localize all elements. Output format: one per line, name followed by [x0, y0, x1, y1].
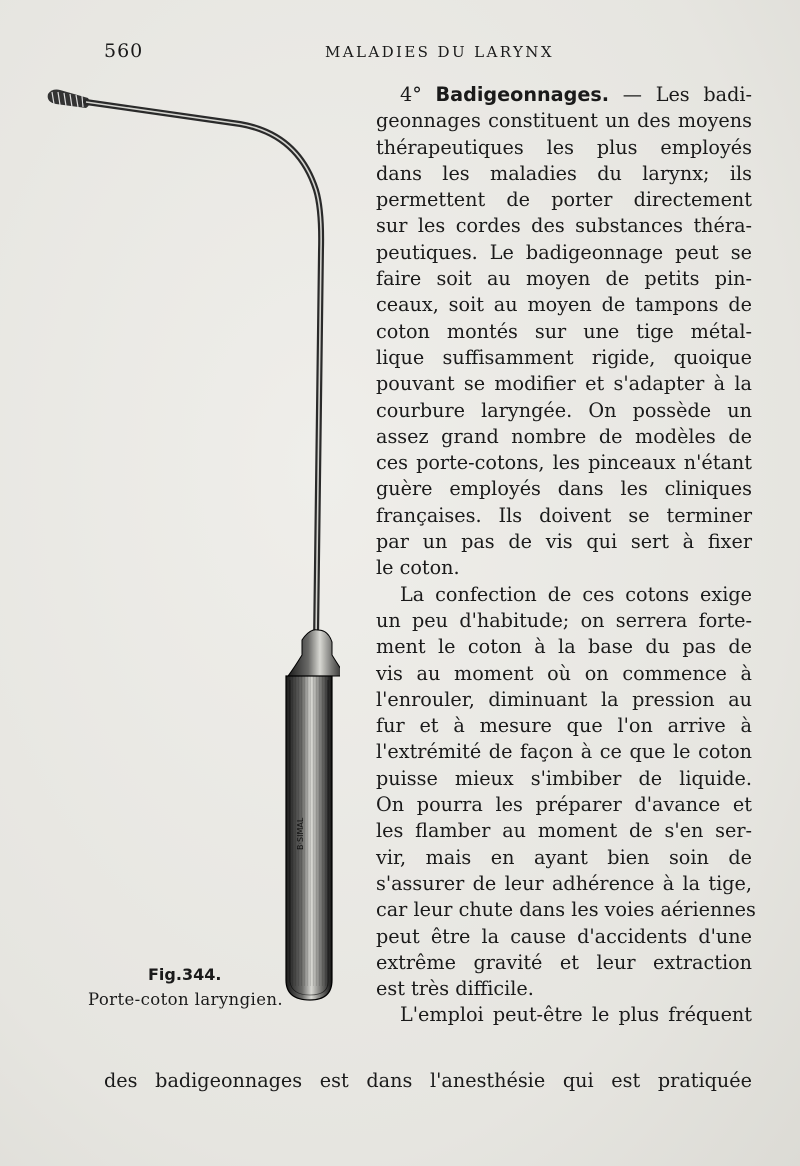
text-line: fur et à mesure que l'on arrive à	[376, 714, 752, 738]
text-line: vir, mais en ayant bien soin de	[376, 845, 752, 869]
text-line: coton montés sur une tige métal-	[376, 319, 752, 343]
text-line: par un pas de vis qui sert à fixer	[376, 530, 752, 554]
text-line: La confection de ces cotons exige	[400, 582, 752, 606]
text-line: est très difficile.	[376, 977, 534, 1001]
text-line: lique suffisamment rigide, quoique	[376, 345, 752, 369]
page-header	[0, 40, 800, 70]
text-line: assez grand nombre de modèles de	[376, 424, 752, 448]
section-heading-rest: — Les badi-	[622, 83, 752, 106]
text-line: vis au moment où on commence à	[376, 661, 752, 685]
text-line: permettent de porter directement	[376, 188, 752, 212]
text-line: car leur chute dans les voies aériennes	[376, 898, 756, 922]
text-line: L'emploi peut-être le plus fréquent	[400, 1003, 752, 1027]
text-line: faire soit au moyen de petits pin-	[376, 267, 752, 291]
text-line: un peu d'habitude; on serrera forte-	[376, 608, 752, 632]
figure-344	[40, 80, 340, 1010]
text-line: sur les cordes des substances théra-	[376, 214, 752, 238]
text-line: l'enrouler, diminuant la pression au	[376, 687, 752, 711]
text-line: ment le coton à la base du pas de	[376, 635, 752, 659]
figure-caption: Porte-coton laryngien.	[88, 990, 284, 1009]
figure-number: Fig.344.	[148, 965, 222, 984]
text-line: extrême gravité et leur extraction	[376, 950, 752, 974]
screw-thread-tip	[48, 90, 90, 109]
text-line: thérapeutiques les plus employés	[376, 135, 752, 159]
handle	[286, 676, 332, 1000]
text-column	[376, 82, 756, 1029]
text-line: le coton.	[376, 556, 460, 580]
text-line: peutiques. Le badigeonnage peut se	[376, 240, 752, 264]
text-line: puisse mieux s'imbiber de liquide.	[376, 766, 752, 790]
cotton-holder-illustration	[40, 80, 340, 1010]
text-line: ces porte-cotons, les pinceaux n'étant	[376, 451, 752, 475]
text-line: dans les maladies du larynx; ils	[376, 161, 752, 185]
running-title: MALADIES DU LARYNX	[325, 43, 554, 61]
text-line: les flamber au moment de s'en ser-	[376, 819, 752, 843]
text-line: courbure laryngée. On possède un	[376, 398, 752, 422]
text-line: pouvant se modifier et s'adapter à la	[376, 372, 752, 396]
engraver-signature: B·SIMAL	[296, 817, 305, 850]
text-line: ceaux, soit au moyen de tampons de	[376, 293, 752, 317]
text-line: s'assurer de leur adhérence à la tige,	[376, 871, 752, 895]
text-line: geonnages constituent un des moyens	[376, 109, 752, 133]
bent-rod	[86, 102, 321, 640]
section-title: Badigeonnages.	[435, 83, 610, 106]
section-number: 4°	[400, 83, 422, 106]
text-line: peut être la cause d'accidents d'une	[376, 924, 752, 948]
page-number: 560	[104, 40, 144, 62]
text-line-full-width: des badigeonnages est dans l'anesthésie qui est pratiquée	[104, 1069, 752, 1092]
text-line: On pourra les préparer d'avance et	[376, 793, 752, 817]
text-line: guère employés dans les cliniques	[376, 477, 752, 501]
text-line: françaises. Ils doivent se terminer	[376, 503, 752, 527]
text-line: l'extrémité de façon à ce que le coton	[376, 740, 752, 764]
section-heading-line	[376, 82, 752, 108]
handle-collar	[288, 630, 340, 676]
